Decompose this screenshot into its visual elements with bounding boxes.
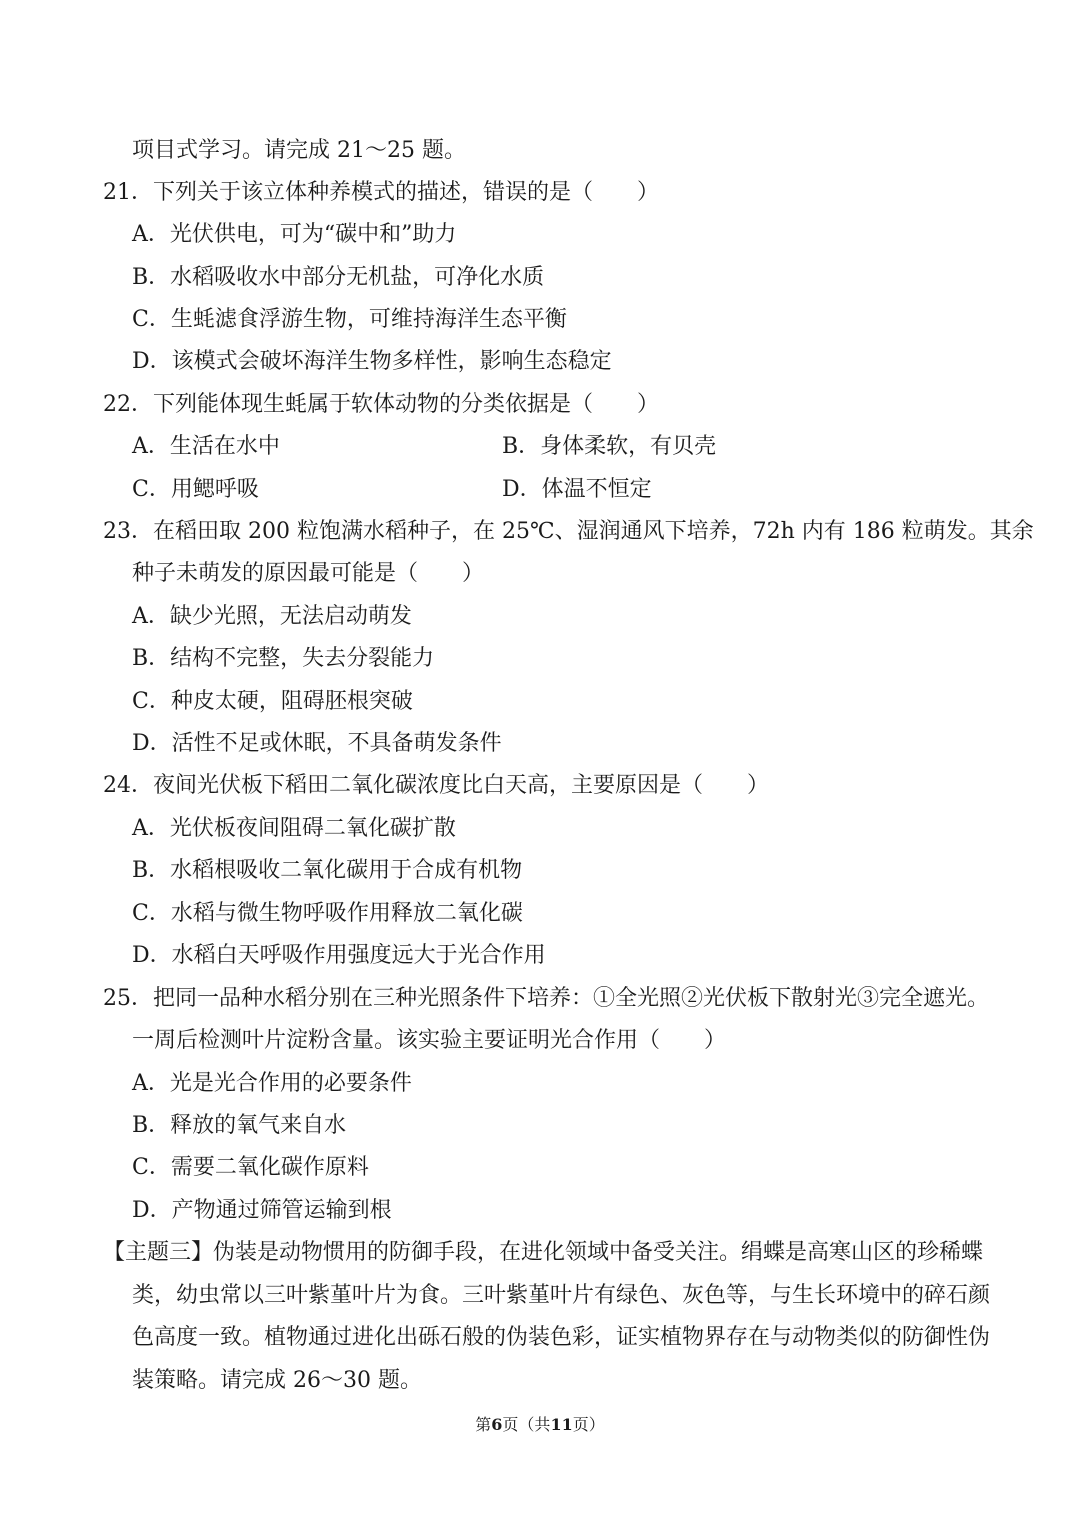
q21-option-b: B．水稻吸收水中部分无机盐，可净化水质 [132,265,545,290]
footer-middle: 页（共 [502,1415,551,1434]
footer-total-pages: 11 [550,1415,573,1434]
theme3-line2: 类，幼虫常以三叶紫堇叶片为食。三叶紫堇叶片有绿色、灰色等，与生长环境中的碎石颜 [132,1283,991,1308]
q25-option-b: B．释放的氧气来自水 [132,1113,347,1138]
q25-stem-line2: 一周后检测叶片淀粉含量。该实验主要证明光合作用（ ） [132,1028,727,1053]
q22-option-a: A．生活在水中 [132,434,280,459]
q21-option-c: C．生蚝滤食浮游生物，可维持海洋生态平衡 [132,307,567,332]
q24-option-c: C．水稻与微生物呼吸作用释放二氧化碳 [132,901,523,926]
q23-stem-line2: 种子未萌发的原因最可能是（ ） [132,561,485,586]
footer-page-number: 6 [491,1415,503,1434]
q25-option-a: A．光是光合作用的必要条件 [132,1071,412,1096]
q24-option-a: A．光伏板夜间阻碍二氧化碳扩散 [132,816,456,841]
q21-stem: 21．下列关于该立体种养模式的描述，错误的是（ ） [103,180,659,205]
q25-stem-line1: 25．把同一品种水稻分别在三种光照条件下培养：①全光照②光伏板下散射光③完全遮光。 [103,986,989,1011]
footer-prefix: 第 [475,1415,492,1434]
theme3-line1: 【主题三】伪装是动物惯用的防御手段，在进化领域中备受关注。绢蝶是高寒山区的珍稀蝶 [103,1240,984,1265]
q21-option-a: A．光伏供电，可为“碳中和”助力 [132,222,457,247]
intro-tail: 项目式学习。请完成 21～25 题。 [132,138,466,163]
q23-option-d: D．活性不足或休眠，不具备萌发条件 [132,731,502,756]
q23-option-a: A．缺少光照，无法启动萌发 [132,604,412,629]
q22-option-c: C．用鳃呼吸 [132,477,259,502]
q24-option-d: D．水稻白天呼吸作用强度远大于光合作用 [132,943,546,968]
q24-option-b: B．水稻根吸收二氧化碳用于合成有机物 [132,858,523,883]
q22-stem: 22．下列能体现生蚝属于软体动物的分类依据是（ ） [103,392,659,417]
q25-option-d: D．产物通过筛管运输到根 [132,1198,392,1223]
theme3-line3: 色高度一致。植物通过进化出砾石般的伪装色彩，证实植物界存在与动物类似的防御性伪 [132,1325,991,1350]
q22-option-b: B．身体柔软，有贝壳 [502,434,717,459]
q24-stem: 24．夜间光伏板下稻田二氧化碳浓度比白天高，主要原因是（ ） [103,773,769,798]
q23-option-b: B．结构不完整，失去分裂能力 [132,646,435,671]
footer-suffix: 页） [572,1415,605,1434]
page-footer [0,1414,1080,1436]
q23-stem-line1: 23．在稻田取 200 粒饱满水稻种子，在 25℃、湿润通风下培养，72h 内有 186 粒萌发。其余 [103,519,1034,544]
q21-option-d: D．该模式会破坏海洋生物多样性，影响生态稳定 [132,349,612,374]
theme3-line4: 装策略。请完成 26～30 题。 [132,1368,422,1393]
q25-option-c: C．需要二氧化碳作原料 [132,1155,369,1180]
q22-option-d: D．体温不恒定 [502,477,652,502]
q23-option-c: C．种皮太硬，阻碍胚根突破 [132,689,413,714]
